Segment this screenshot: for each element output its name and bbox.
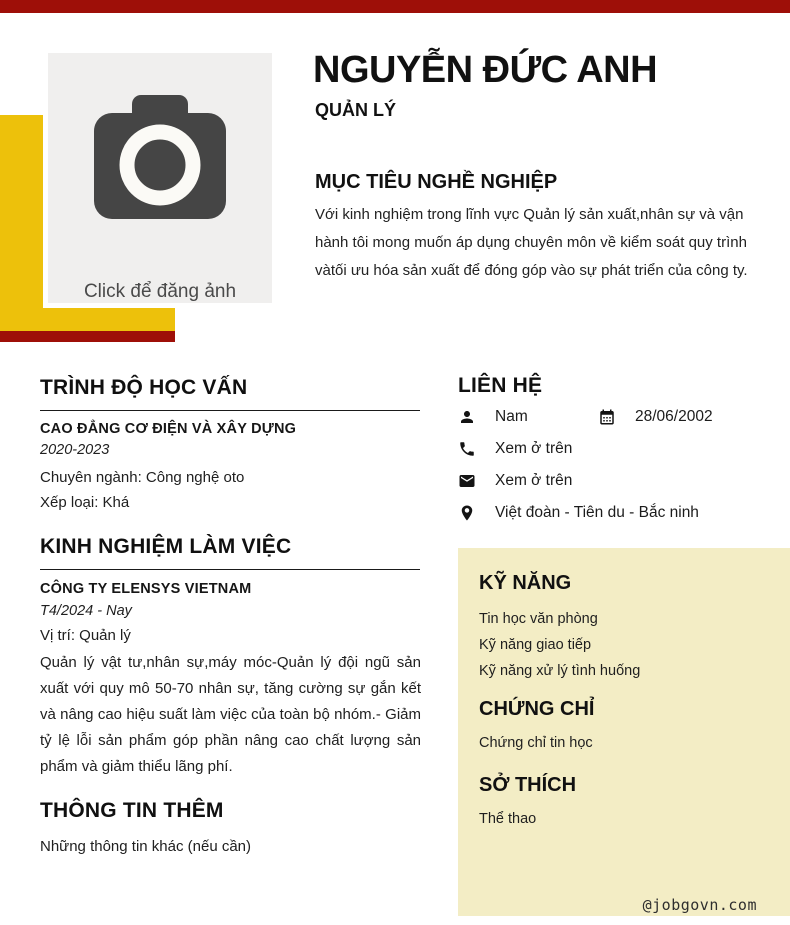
camera-icon: [94, 95, 226, 224]
location-pin-icon: [458, 504, 476, 522]
person-icon: [458, 408, 476, 426]
contact-email: Xem ở trên: [495, 472, 573, 489]
certificate-item: Chứng chỉ tin học: [479, 735, 593, 751]
objective-heading: MỤC TIÊU NGHỀ NGHIỆP: [315, 171, 558, 193]
contact-birth-date: 28/06/2002: [635, 408, 713, 425]
red-accent-strip: [0, 331, 175, 342]
site-watermark: @jobgovn.com: [642, 896, 757, 914]
contact-heading: LIÊN HỆ: [458, 374, 543, 397]
contact-row-phone: [458, 438, 572, 460]
yellow-accent-vertical: [0, 115, 43, 331]
experience-heading: KINH NGHIỆM LÀM VIỆC: [40, 535, 420, 570]
skill-item: Kỹ năng giao tiếp: [479, 637, 592, 653]
certificates-heading: CHỨNG CHỈ: [479, 698, 595, 720]
experience-company: CÔNG TY ELENSYS VIETNAM: [40, 581, 252, 597]
education-major: Chuyên ngành: Công nghệ oto: [40, 469, 245, 486]
education-grade: Xếp loại: Khá: [40, 494, 130, 511]
contact-address: Việt đoàn - Tiên du - Bắc ninh: [495, 504, 699, 521]
candidate-job-title: QUẢN LÝ: [315, 100, 396, 120]
phone-icon: [458, 440, 476, 458]
skills-panel: [458, 548, 790, 916]
photo-upload-caption[interactable]: Click để đăng ảnh: [83, 281, 237, 302]
additional-info-text: Những thông tin khác (nếu cần): [40, 838, 252, 855]
education-school: CAO ĐẲNG CƠ ĐIỆN VÀ XÂY DỰNG: [40, 421, 297, 437]
yellow-accent-horizontal: [0, 308, 175, 331]
skills-list: [479, 606, 772, 684]
contact-phone: Xem ở trên: [495, 440, 573, 457]
email-icon: [458, 472, 476, 490]
contact-gender: Nam: [495, 408, 528, 425]
experience-description: Quản lý vật tư,nhân sự,máy móc-Quản lý đội ngũ sản xuất với quy mô 50-70 nhân sự, tăng cường sự gắn kết và nâng cao hiệu suất làm việc của toàn bộ nhóm.- Giảm tỷ lệ lỗi sản phẩm góp phần nâng cao chất lượng sản phẩm và giảm thiểu lãng phí.: [40, 654, 421, 775]
additional-info-heading: THÔNG TIN THÊM: [40, 799, 224, 822]
contact-row-gender-dob: [458, 406, 790, 428]
photo-upload-box[interactable]: [48, 53, 272, 303]
objective-text: Với kinh nghiệm trong lĩnh vực Quản lý sản xuất,nhân sự và vận hành tôi mong muốn áp dụng chuyên môn về kiểm soát quy trình vàtối ưu hóa sản xuất để đóng góp vào sự phát triển của công ty.: [315, 206, 748, 279]
education-heading: TRÌNH ĐỘ HỌC VẤN: [40, 376, 420, 411]
top-red-bar: [0, 0, 790, 13]
skills-heading: KỸ NĂNG: [479, 572, 572, 594]
hobby-item: Thể thao: [479, 811, 537, 827]
skill-item: Tin học văn phòng: [479, 611, 598, 627]
contact-row-address: [458, 502, 699, 524]
experience-position: Vị trí: Quản lý: [40, 627, 131, 644]
hobbies-heading: SỞ THÍCH: [479, 774, 577, 796]
candidate-name: NGUYỄN ĐỨC ANH: [313, 49, 658, 91]
skill-item: Kỹ năng xử lý tình huống: [479, 663, 641, 679]
calendar-icon: [598, 408, 616, 426]
education-years: 2020-2023: [40, 442, 110, 458]
experience-period: T4/2024 - Nay: [40, 603, 132, 619]
contact-row-email: [458, 470, 572, 492]
